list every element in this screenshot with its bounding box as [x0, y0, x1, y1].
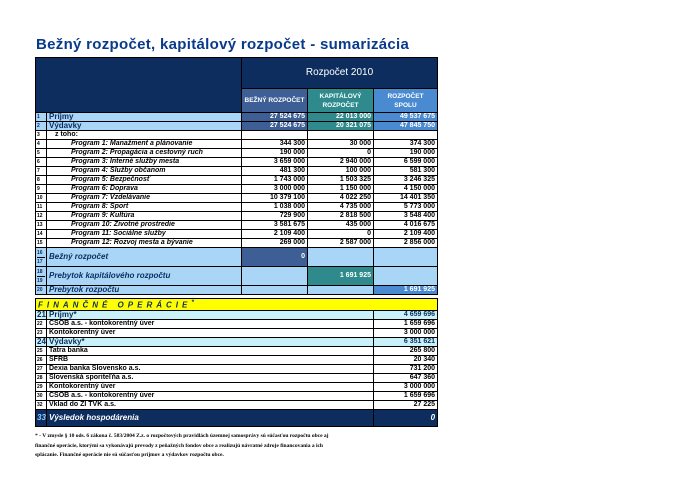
budget-table [35, 57, 438, 295]
value-cell [308, 286, 374, 295]
row-label: z toho: [47, 131, 242, 140]
fin-row [36, 338, 438, 347]
summary-row [36, 267, 438, 286]
table-row [36, 167, 438, 176]
value-cell: 190 000 [374, 149, 438, 158]
value-cell: 3 000 000 [374, 383, 438, 392]
value-cell: 49 537 675 [374, 113, 438, 122]
value-cell [308, 248, 374, 267]
row-number: 25 [36, 347, 47, 356]
value-cell: 4 735 000 [308, 203, 374, 212]
header-blank [36, 58, 242, 113]
value-cell: 6 599 000 [374, 158, 438, 167]
budget-year-header: Rozpočet 2010 [242, 58, 438, 89]
value-cell: 5 773 000 [374, 203, 438, 212]
row-label: Výdavky [47, 122, 242, 131]
value-cell: 10 379 100 [242, 194, 308, 203]
value-cell: 481 300 [242, 167, 308, 176]
value-cell [242, 267, 308, 286]
summary-row [36, 248, 438, 267]
row-label: Vklad do ZI TVK a.s. [47, 401, 374, 410]
value-cell: 265 800 [374, 347, 438, 356]
table-row [36, 149, 438, 158]
fin-row [36, 320, 438, 329]
value-cell: 2 856 000 [374, 239, 438, 248]
value-cell: 435 000 [308, 221, 374, 230]
fin-row [36, 347, 438, 356]
row-number: 13 [36, 221, 47, 230]
table-row [36, 203, 438, 212]
row-label: Prebytok kapitálového rozpočtu [47, 267, 242, 286]
value-cell: 1 691 925 [374, 286, 438, 295]
fin-ops-mark: * [191, 299, 198, 307]
row-label: Program 3: Interné služby mesta [47, 158, 242, 167]
value-cell: 4 659 696 [374, 311, 438, 320]
value-cell: 14 401 350 [374, 194, 438, 203]
table-row [36, 122, 438, 131]
value-cell: 47 845 750 [374, 122, 438, 131]
row-label: Program 8: Šport [47, 203, 242, 212]
value-cell: 647 360 [374, 374, 438, 383]
value-cell: 0 [308, 149, 374, 158]
row-number: 24 [37, 337, 46, 346]
value-cell: 27 524 675 [242, 113, 308, 122]
row-label: Program 12: Rozvoj mesta a bývanie [47, 239, 242, 248]
page-title: Bežný rozpočet, kapitálový rozpočet - sumarizácia [36, 36, 410, 53]
row-label: Program 4: Služby občanom [47, 167, 242, 176]
value-cell: 3 548 400 [374, 212, 438, 221]
value-cell: 30 000 [308, 140, 374, 149]
value-cell: 731 200 [374, 365, 438, 374]
value-cell: 190 000 [242, 149, 308, 158]
row-number: 27 [36, 365, 47, 374]
row-number: 21 [37, 310, 46, 319]
table-row [36, 176, 438, 185]
row-label: Program 5: Bezpečnosť [47, 176, 242, 185]
row-number: 14 [36, 230, 47, 239]
row-number: 9 [36, 185, 47, 194]
row-label: Príjmy [47, 113, 242, 122]
value-cell: 2 818 500 [308, 212, 374, 221]
value-cell: 2 940 000 [308, 158, 374, 167]
row-number-b: 17 [37, 257, 45, 266]
value-cell: 0 [308, 230, 374, 239]
row-label: ČSOB a.s. - kontokorentný úver [47, 320, 374, 329]
row-number [36, 267, 47, 286]
row-number [36, 248, 47, 267]
value-cell [374, 248, 438, 267]
row-label: Dexia banka Slovensko a.s. [47, 365, 374, 374]
row-label: Prebytok rozpočtu [47, 286, 242, 295]
value-cell: 3 581 675 [242, 221, 308, 230]
value-cell: 374 300 [374, 140, 438, 149]
value-cell: 4 016 675 [374, 221, 438, 230]
row-label: Tatra banka [47, 347, 374, 356]
fin-row [36, 374, 438, 383]
col-bezny: BEŽNÝ ROZPOČET [242, 89, 308, 113]
result-row [36, 410, 438, 427]
row-number: 30 [36, 392, 47, 401]
row-number: 22 [36, 320, 47, 329]
row-label: Program 1: Manažment a plánovanie [47, 140, 242, 149]
table-row [36, 113, 438, 122]
value-cell: 100 000 [308, 167, 374, 176]
fin-row [36, 329, 438, 338]
value-cell: 6 351 621 [374, 338, 438, 347]
content [35, 57, 437, 461]
row-number: 33 [36, 410, 47, 427]
value-cell [242, 286, 308, 295]
value-cell: 581 300 [374, 167, 438, 176]
row-number: 8 [36, 176, 47, 185]
value-cell [242, 131, 308, 140]
table-row [36, 194, 438, 203]
value-cell: 22 013 000 [308, 113, 374, 122]
row-number-b: 19 [37, 276, 45, 285]
row-number: 6 [36, 158, 47, 167]
value-cell: 344 300 [242, 140, 308, 149]
row-label: Výdavky* [47, 338, 374, 347]
row-label: Program 2: Propagácia a cestovný ruch [47, 149, 242, 158]
value-cell: 1 659 696 [374, 392, 438, 401]
row-number: 2 [36, 122, 47, 131]
value-cell: 2 109 400 [242, 230, 308, 239]
row-label: Bežný rozpočet [47, 248, 242, 267]
row-label: Slovenská sporiteľňa a.s. [47, 374, 374, 383]
value-cell: 4 022 250 [308, 194, 374, 203]
value-cell [374, 131, 438, 140]
table-row [36, 212, 438, 221]
row-label: Výsledok hospodárenia [47, 410, 374, 427]
value-cell: 1 659 696 [374, 320, 438, 329]
table-row [36, 131, 438, 140]
row-label: Program 11: Sociálne služby [47, 230, 242, 239]
fin-ops-title: FINANČNÉ OPERÁCIE [38, 300, 192, 310]
value-cell: 0 [242, 248, 308, 267]
col-kapitalovy: KAPITÁLOVÝ ROZPOČET [308, 89, 374, 113]
value-cell: 269 000 [242, 239, 308, 248]
row-number: 10 [36, 194, 47, 203]
fin-row [36, 311, 438, 320]
row-number: 11 [36, 203, 47, 212]
row-label: Program 9: Kultúra [47, 212, 242, 221]
value-cell: 2 587 000 [308, 239, 374, 248]
fin-row [36, 401, 438, 410]
row-number: 15 [36, 239, 47, 248]
row-label: ŠFRB [47, 356, 374, 365]
value-cell [374, 267, 438, 286]
table-row [36, 158, 438, 167]
fin-row [36, 356, 438, 365]
value-cell: 3 659 000 [242, 158, 308, 167]
row-number: 12 [36, 212, 47, 221]
row-number: 7 [36, 167, 47, 176]
row-number-a: 16 [37, 249, 43, 256]
fin-ops-header [36, 299, 438, 311]
value-cell: 2 109 400 [374, 230, 438, 239]
value-cell: 3 000 000 [242, 185, 308, 194]
summary-row [36, 286, 438, 295]
value-cell: 1 503 325 [308, 176, 374, 185]
row-number: 23 [36, 329, 47, 338]
row-number: 26 [36, 356, 47, 365]
fin-row [36, 365, 438, 374]
table-row [36, 230, 438, 239]
col-spolu: ROZPOČET SPOLU [374, 89, 438, 113]
row-number: 29 [36, 383, 47, 392]
row-number: 20 [36, 286, 47, 295]
fin-row [36, 392, 438, 401]
value-cell: 27 524 675 [242, 122, 308, 131]
table-row [36, 185, 438, 194]
value-cell: 1 150 000 [308, 185, 374, 194]
value-cell [308, 131, 374, 140]
value-cell: 1 743 000 [242, 176, 308, 185]
value-cell: 729 900 [242, 212, 308, 221]
fin-row [36, 383, 438, 392]
row-label: Kontokorentný úver [47, 383, 374, 392]
value-cell: 1 038 000 [242, 203, 308, 212]
value-cell: 20 321 075 [308, 122, 374, 131]
row-label: Kontokorentný úver [47, 329, 374, 338]
row-label: Program 6: Doprava [47, 185, 242, 194]
row-number: 3 [36, 131, 47, 140]
value-cell: 20 340 [374, 356, 438, 365]
value-cell: 1 691 925 [308, 267, 374, 286]
row-number: 1 [36, 113, 47, 122]
value-cell: 3 246 325 [374, 176, 438, 185]
value-cell: 4 150 000 [374, 185, 438, 194]
financial-operations-table [35, 298, 438, 427]
value-cell: 0 [374, 410, 438, 427]
row-number: 32 [36, 401, 47, 410]
row-label: Príjmy* [47, 311, 374, 320]
table-row [36, 221, 438, 230]
table-row [36, 239, 438, 248]
row-number: 5 [36, 149, 47, 158]
row-label: Program 10: Životné prostredie [47, 221, 242, 230]
row-label: Program 7: Vzdelávanie [47, 194, 242, 203]
table-row [36, 140, 438, 149]
row-label: ČSOB a.s. - kontokorentný úver [47, 392, 374, 401]
row-number: 4 [36, 140, 47, 149]
footnote: * - V zmysle § 10 ods. 6 zákona č. 583/2004 Z.z. o rozpočtových pravidlách územnej samosprávy sú súčasťou rozpočtu obce aj finančné operácie, ktorými sa vykonávajú prevody z peňažných fondov obce a realizujú návratné zdroje financovania a ich splácanie. Finančné operácie nie sú súčasťou príjmov a výdavkov rozpočtu obce. [35, 433, 329, 458]
row-number-a: 18 [37, 268, 43, 275]
value-cell: 27 225 [374, 401, 438, 410]
row-number: 28 [36, 374, 47, 383]
value-cell: 3 000 000 [374, 329, 438, 338]
